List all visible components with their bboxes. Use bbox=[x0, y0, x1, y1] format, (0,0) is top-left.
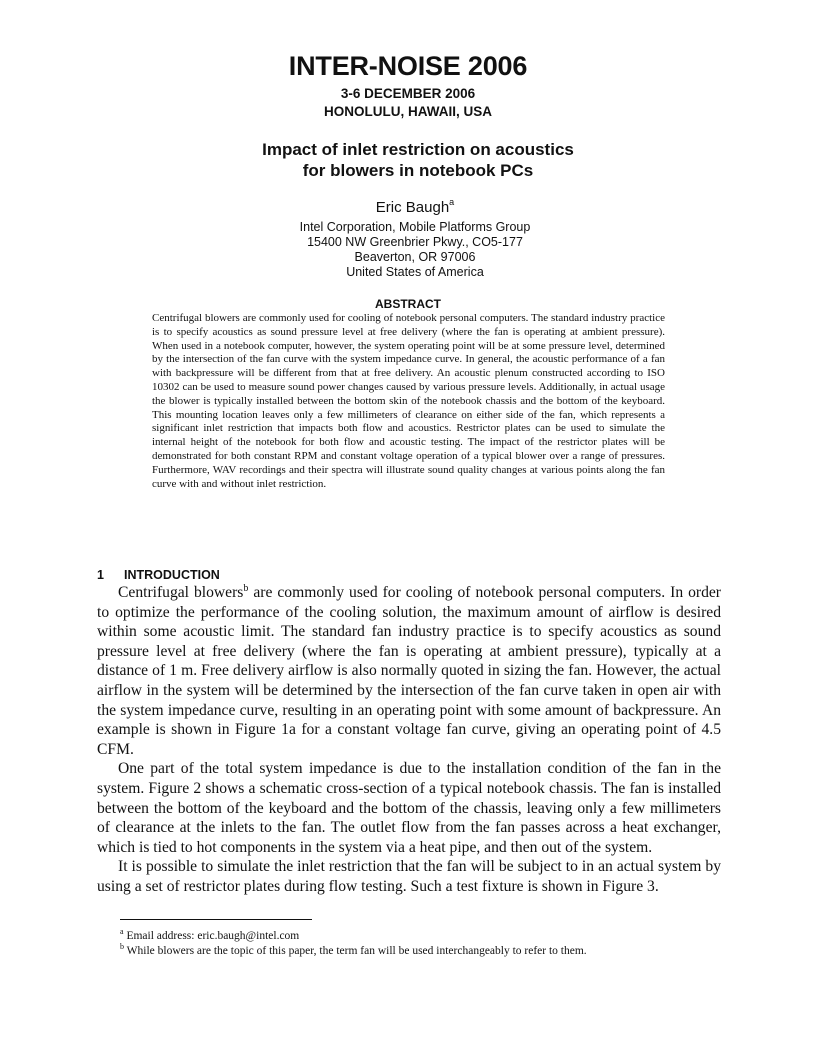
paper-title bbox=[0, 139, 816, 181]
paragraph-1-lead: Centrifugal blowers bbox=[118, 584, 244, 601]
author-footnote-marker: a bbox=[449, 197, 455, 207]
footnote-a-text: Email address: eric.baugh@intel.com bbox=[123, 930, 300, 942]
section-title: INTRODUCTION bbox=[124, 568, 220, 582]
conference-dates: 3-6 DECEMBER 2006 bbox=[340, 86, 476, 101]
conference-location: HONOLULU, HAWAII, USA bbox=[324, 104, 492, 119]
author-affiliation bbox=[0, 220, 816, 280]
footnote-a bbox=[120, 929, 720, 944]
paragraph-1 bbox=[97, 583, 721, 759]
affiliation-organization: Intel Corporation, Mobile Platforms Group bbox=[299, 220, 531, 234]
introduction-body bbox=[97, 583, 721, 897]
conference-title: INTER-NOISE 2006 bbox=[288, 51, 528, 81]
abstract-text: Centrifugal blowers are commonly used for cooling of notebook personal computers. The standard industry practice is to specify acoustics as sound pressure level at free delivery (where the fan is operating at ambient pressure). When used in a notebook computer, however, the system operating point will be at some pressure level, determined by the intersection of the fan curve with the system impedance curve. In general, the acoustic performance of a fan with backpressure will be different from that at free delivery. An acoustic plenum constructed according to ISO 10302 can be used to measure sound power changes caused by various pressure levels. Additionally, in actual usage the blower is typically installed between the bottom skin of the notebook chassis and the bottom of the keyboard. This mounting location leaves only a few millimeters of clearance on either side of the fan, which represents a significant inlet restriction that impacts both flow and acoustics. Restrictor plates can be used to simulate the internal height of the notebook for both flow and acoustic testing. The impact of the restrictor plates will be demonstrated for both constant RPM and constant voltage operation of a typical blower over a range of pressures. Furthermore, WAV recordings and their spectra will illustrate sound quality changes at various points along the fan curve with and without inlet restriction. bbox=[152, 312, 665, 490]
section-heading-introduction bbox=[97, 568, 220, 583]
footnote-a-marker: a bbox=[120, 927, 124, 936]
footnote-b bbox=[120, 944, 720, 959]
author-name bbox=[0, 198, 816, 218]
footnote-b-text: While blowers are the topic of this paper, the term fan will be used interchangeably to refer to them. bbox=[124, 945, 587, 957]
abstract-heading: ABSTRACT bbox=[375, 297, 441, 311]
affiliation-country: United States of America bbox=[346, 265, 484, 279]
author-name-text: Eric Baugh bbox=[375, 199, 450, 216]
paragraph-2: One part of the total system impedance is due to the installation condition of the fan in the system. Figure 2 shows a schematic cross-section of a typical notebook chassis. The fan is installed between the bottom of the keyboard and the bottom of the chassis, leaving only a few millimeters of clearance at the inlets to the fan. The outlet flow from the fan passes across a heat exchanger, which is tied to hot components in the system via a heat pipe, and then out of the system. bbox=[97, 760, 721, 856]
footnote-b-marker: b bbox=[120, 942, 124, 951]
affiliation-city: Beaverton, OR 97006 bbox=[354, 250, 476, 264]
affiliation-street: 15400 NW Greenbrier Pkwy., CO5-177 bbox=[307, 235, 523, 249]
section-number: 1 bbox=[97, 568, 104, 582]
paper-title-line-1: Impact of inlet restriction on acoustics bbox=[262, 140, 574, 159]
footnote-marker-b: b bbox=[243, 583, 249, 594]
paragraph-3: It is possible to simulate the inlet restriction that the fan will be subject to in an actual system by using a set of restrictor plates during flow testing. Such a test fixture is shown in Figure 3. bbox=[97, 858, 721, 895]
paper-title-line-2: for blowers in notebook PCs bbox=[302, 161, 534, 180]
paragraph-1-rest: are commonly used for cooling of notebook personal computers. In order to optimize the performance of the cooling solution, the maximum amount of airflow is desired within some acoustic limit. The standard fan industry practice is to specify acoustics as sound pressure level at free delivery (where the fan is operating at ambient pressure), typically at a distance of 1 m. Free delivery airflow is also normally quoted in sizing the fan. However, the actual airflow in the system will be determined by the intersection of the fan curve taken in open air with the system impedance curve, resulting in an operating point with some amount of backpressure. An example is shown in Figure 1a for a constant voltage fan curve, giving an operating point of 4.5 CFM. bbox=[97, 584, 721, 758]
footnotes bbox=[120, 929, 720, 959]
footnote-divider bbox=[120, 919, 312, 920]
